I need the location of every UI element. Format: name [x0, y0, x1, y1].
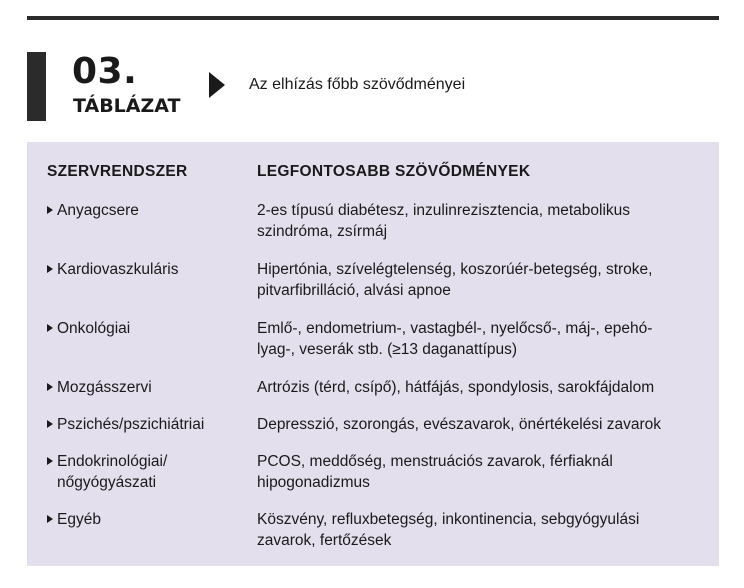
row-complications: Depresszió, szorongás, evészavarok, önértékelési zavarok — [257, 416, 662, 433]
table-title: Az elhízás főbb szövődményei — [249, 76, 466, 93]
row-system: Pszichés/pszichiátriai — [47, 414, 247, 435]
row-system: Onkológiai — [47, 318, 247, 339]
row-system: Egyéb — [47, 509, 247, 530]
play-arrow-icon — [209, 72, 225, 98]
row-system: Kardiovaszkuláris — [47, 259, 247, 280]
bullet-icon — [47, 457, 53, 465]
bullet-icon — [47, 265, 53, 273]
bullet-icon — [47, 383, 53, 391]
row-complications: Hipertónia, szívelégtelenség, koszorúér-betegség, stroke, pitvarfibrilláció, alvási apnoe — [257, 261, 653, 299]
table-label: TÁBLÁZAT — [73, 95, 181, 117]
row-system: Anyagcsere — [47, 200, 247, 221]
bullet-icon — [47, 206, 53, 214]
row-complications: Artrózis (térd, csípő), hátfájás, spondylosis, sarokfájdalom — [257, 379, 655, 396]
row-system: Mozgásszervi — [47, 377, 247, 398]
complications-table — [27, 142, 719, 566]
column-header-system: SZERVRENDSZER — [47, 163, 188, 180]
row-complications: PCOS, meddőség, menstruációs zavarok, férfiaknál hipogonadizmus — [257, 453, 613, 491]
column-header-complications: LEGFONTOSABB SZÖVŐDMÉNYEK — [257, 163, 531, 180]
bullet-icon — [47, 324, 53, 332]
bullet-icon — [47, 515, 53, 523]
top-rule — [27, 16, 719, 20]
row-system: Endokrinológiai/ nőgyógyászati — [47, 451, 247, 493]
row-complications: Köszvény, refluxbetegség, inkontinencia, sebgyógyulási zavarok, fertőzések — [257, 511, 640, 549]
row-complications: 2-es típusú diabétesz, inzulinrezisztencia, metabolikus szindróma, zsírmáj — [257, 202, 631, 240]
table-number: 03. — [72, 51, 138, 92]
bullet-icon — [47, 420, 53, 428]
header-accent-bar — [27, 52, 46, 121]
row-complications: Emlő-, endometrium-, vastagbél-, nyelőcső-, máj-, epehó- lyag-, veserák stb. (≥13 daganattípus) — [257, 320, 653, 358]
